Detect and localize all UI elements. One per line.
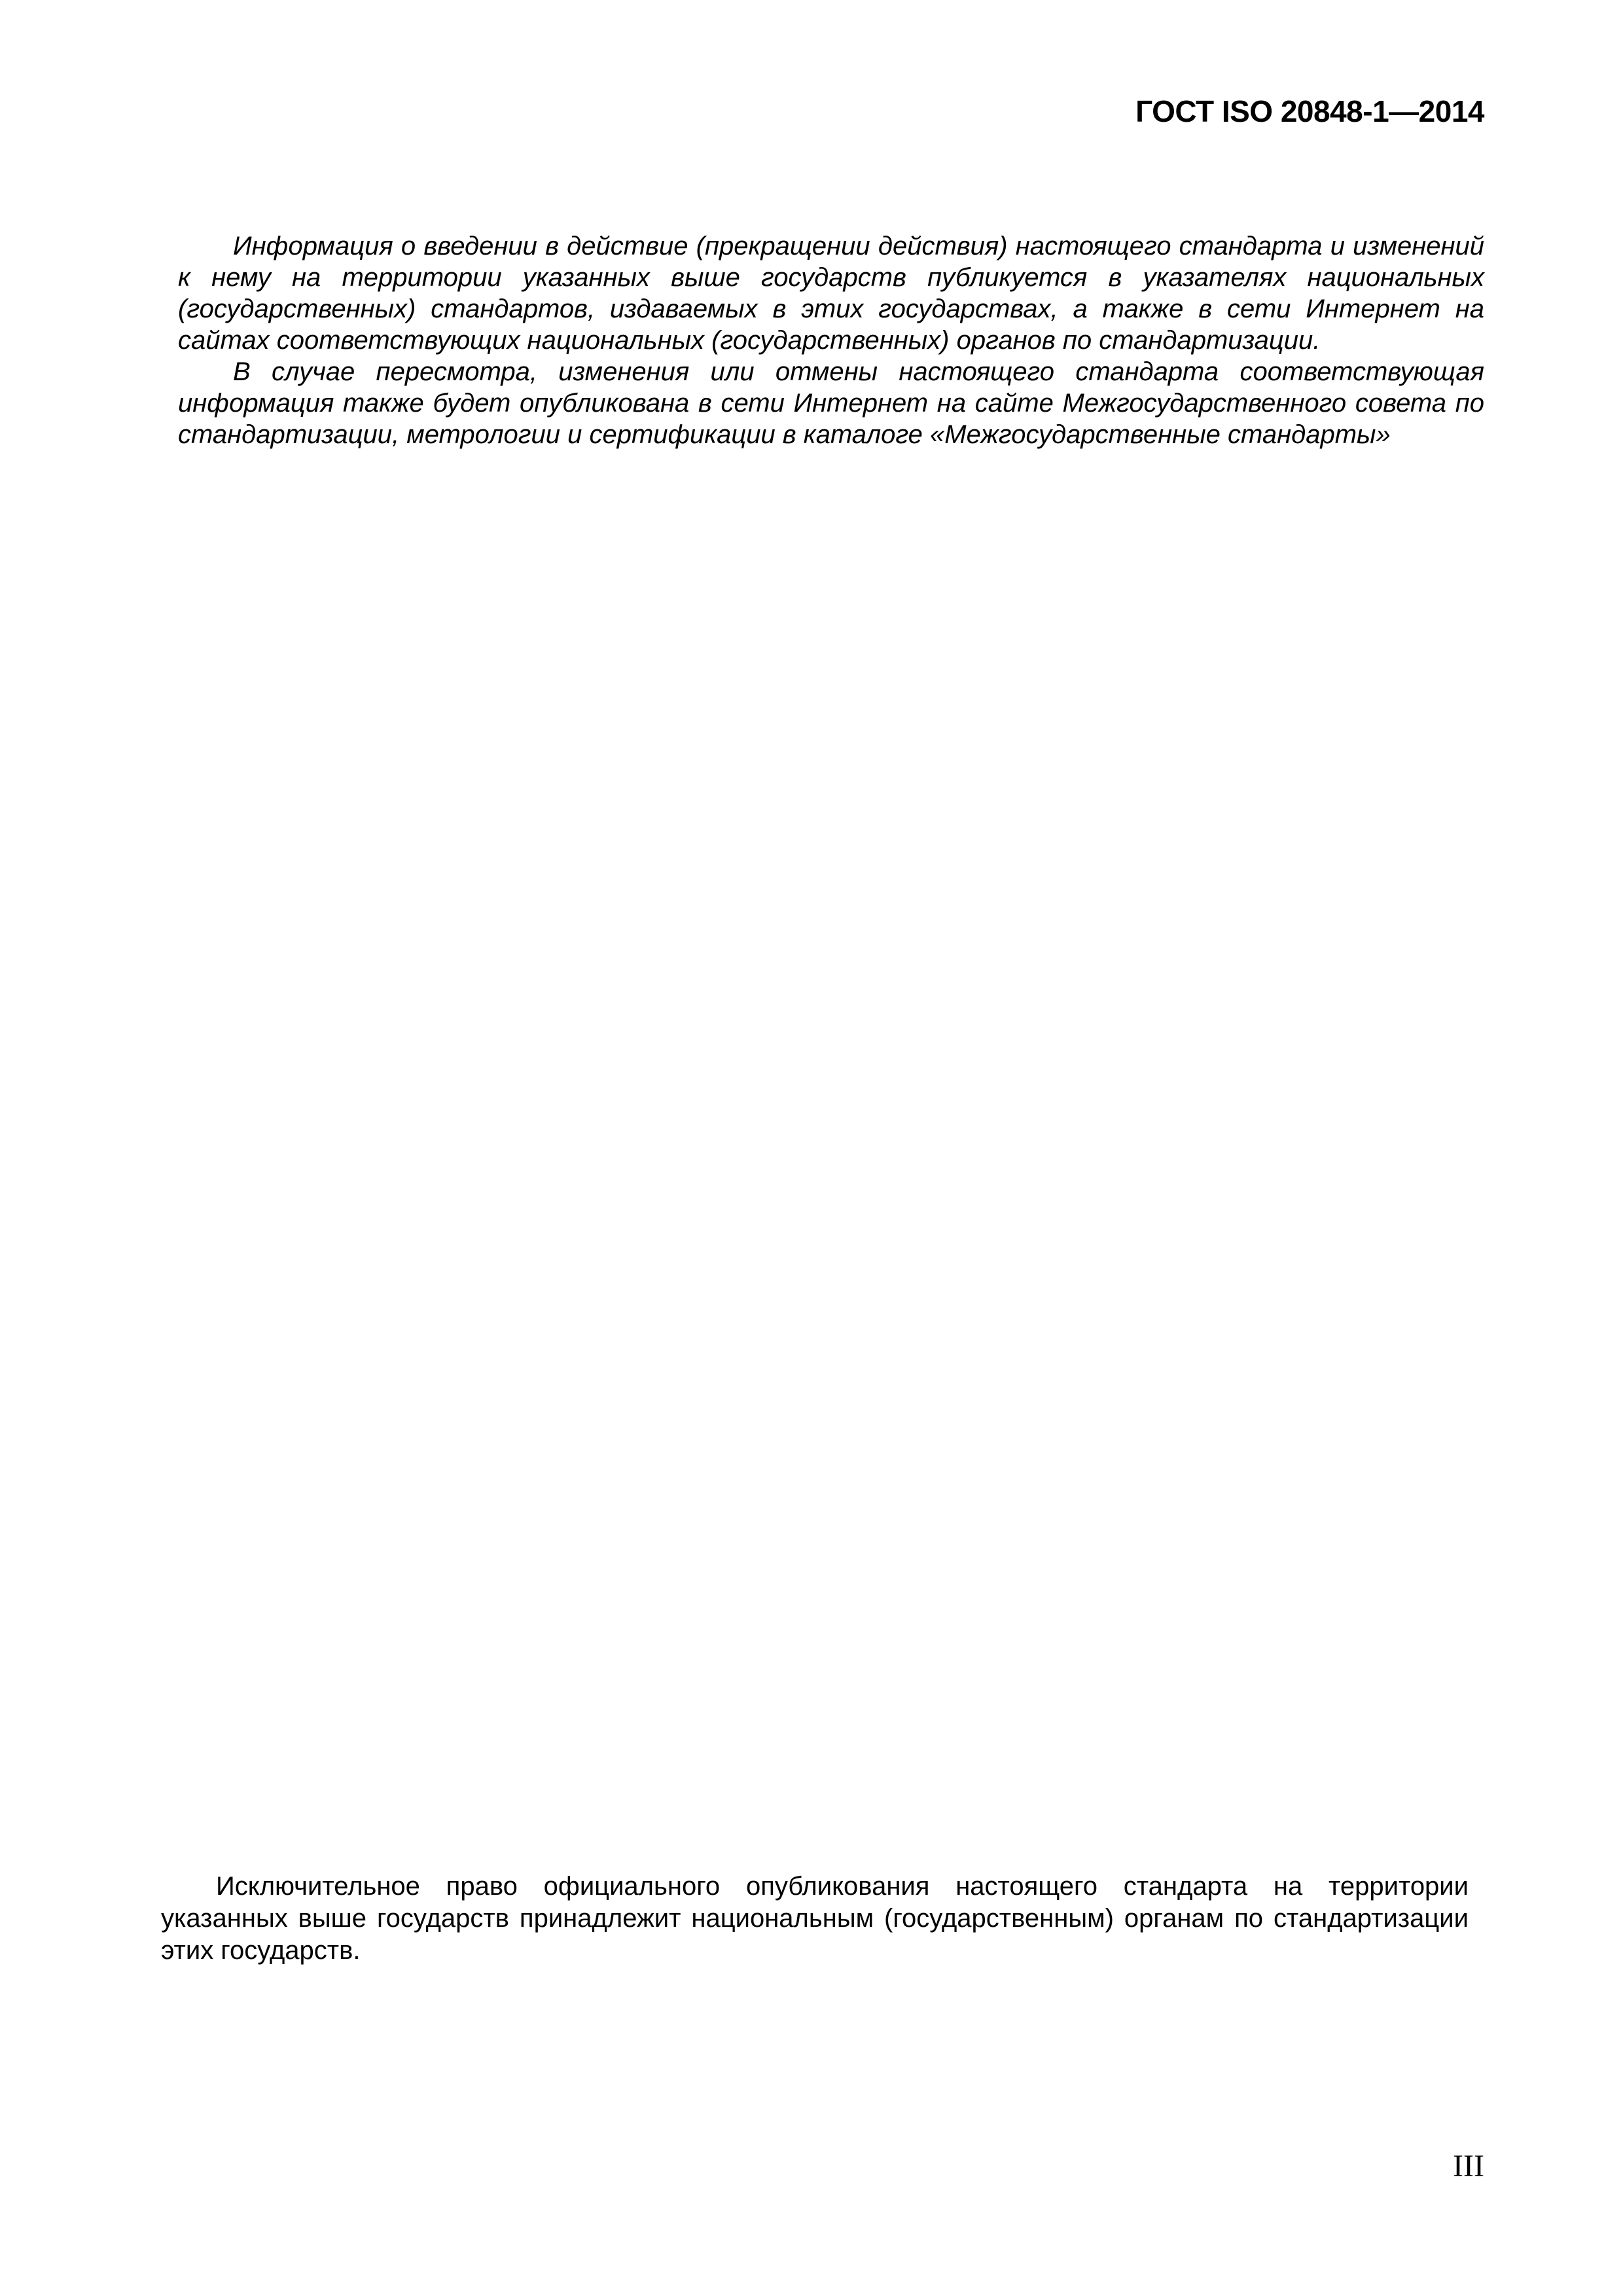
document-id-header: ГОСТ ISO 20848-1—2014 [1135, 94, 1484, 128]
publication-info-paragraph: Информация о введении в действие (прекращении действия) настоящего стандарта и изменений к нему на территории указанных выше государств публикуется в указателях национальных (государственных) стандартов, издаваемых в этих государствах, а также в сети Интернет на сайтах соответствующих национальных (государственных) органов по стандартизации. [178, 232, 1484, 355]
rights-notice-paragraph: Исключительное право официального опубликования настоящего стандарта на территории указанных выше государств принадлежит национальным (государственным) органам по стандартизации этих государств. [161, 1872, 1469, 1965]
page-number: III [1453, 2149, 1484, 2183]
rights-notice-section [161, 1871, 1469, 1967]
revision-info-paragraph: В случае пересмотра, изменения или отмены настоящего стандарта соответствующая информация также будет опубликована в сети Интернет на сайте Межгосударственного совета по стандартизации, метрологии и сертификации в каталоге «Межгосударственные стандарты» [178, 357, 1484, 449]
publication-info-section [178, 230, 1484, 450]
